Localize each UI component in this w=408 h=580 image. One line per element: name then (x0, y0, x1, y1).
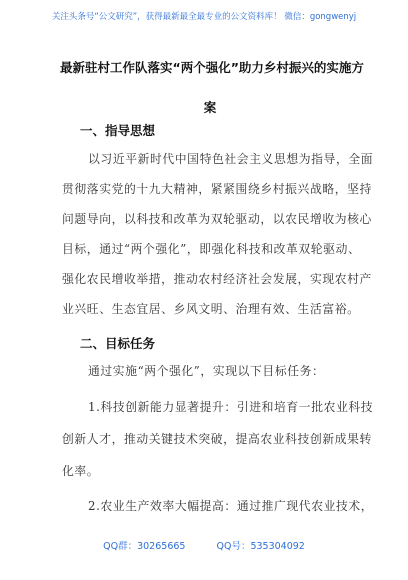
paragraph-line: 业兴旺、生态宜居、乡风文明、治理有效、生活富裕。 (62, 302, 360, 316)
paragraph-line: 通过实施“两个强化”，实现以下目标任务： (88, 364, 325, 378)
paragraph-line: 化率。 (62, 464, 100, 478)
footer-qq-group: QQ群：30265665 (103, 541, 186, 552)
paragraph-line: 1.科技创新能力显著提升：引进和培育一批农业科技 (88, 400, 374, 414)
document-title-line-2: 案 (203, 100, 217, 115)
document-title-line-1: 最新驻村工作队落实“两个强化”助力乡村振兴的实施方 (60, 60, 364, 75)
paragraph-line: 目标，通过“两个强化”，即强化科技和改革双轮驱动、 (62, 242, 361, 256)
footer-qq-number: QQ号：535304092 (216, 541, 305, 552)
header-promo-note: 关注头条号“公文研究”，获得最新最全最专业的公文资料库！ 微信：gongwenyj (51, 12, 357, 22)
paragraph-line: 贯彻落实党的十九大精神，紧紧围绕乡村振兴战略，坚持 (62, 182, 372, 196)
footer-contact (0, 538, 408, 552)
paragraph-line: 强化农民增收举措，推动农村经济社会发展，实现农村产 (62, 272, 372, 286)
paragraph-line: 创新人才，推动关键技术突破，提高农业科技创新成果转 (62, 432, 372, 446)
paragraph-line: 以习近平新时代中国特色社会主义思想为指导，全面 (88, 152, 374, 166)
section-1-heading: 一、指导思想 (80, 123, 156, 138)
paragraph-line: 问题导向，以科技和改革为双轮驱动，以农民增收为核心 (62, 212, 372, 226)
section-2-heading: 二、目标任务 (80, 336, 156, 351)
paragraph-line: 2.农业生产效率大幅提高：通过推广现代农业技术， (88, 499, 374, 513)
